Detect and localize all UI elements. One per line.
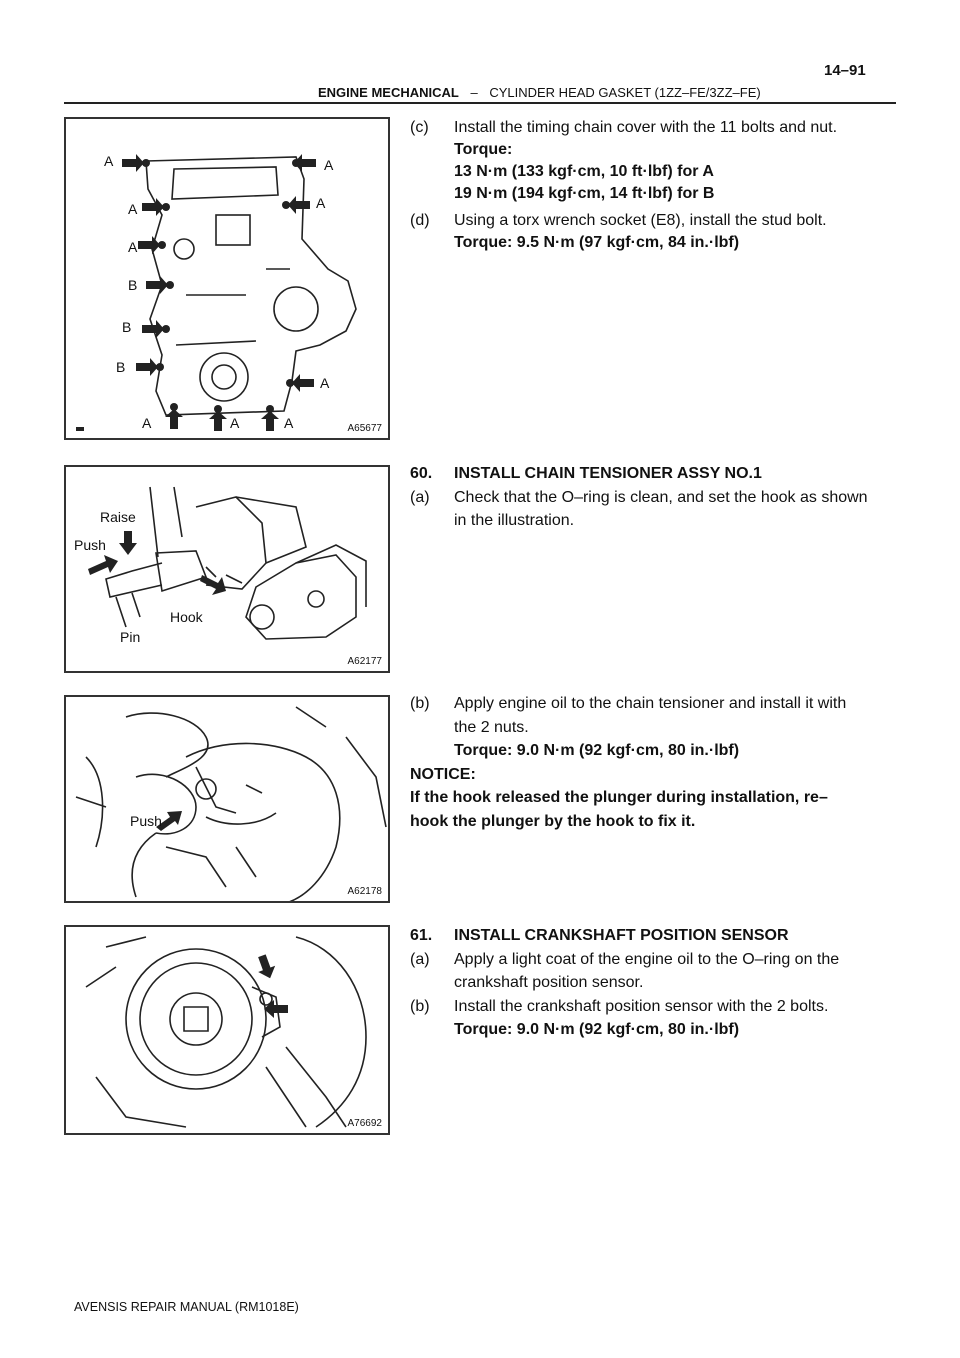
- step-label: (d): [410, 212, 430, 229]
- bolt-label-a: A: [316, 195, 326, 211]
- bolt-label-a: A: [324, 157, 334, 173]
- step-text-cont: the 2 nuts.: [454, 719, 529, 736]
- step-d: [410, 210, 827, 232]
- torque-spec-b: 19 N·m (194 kgf·cm, 14 ft·lbf) for B: [454, 185, 715, 202]
- step-text: Install the crankshaft position sensor with the 2 bolts.: [454, 998, 829, 1015]
- hands-install-drawing: [66, 697, 390, 903]
- step-number: 60.: [410, 465, 433, 482]
- step-label: (c): [410, 119, 429, 136]
- crankshaft-sensor-drawing: [66, 927, 390, 1135]
- push-label: Push: [130, 813, 162, 829]
- header-rule: [64, 102, 896, 104]
- step-text-cont: crankshaft position sensor.: [454, 974, 644, 991]
- step-text-cont: in the illustration.: [454, 512, 575, 529]
- step-label: (b): [410, 998, 430, 1015]
- figure-code: A62177: [347, 656, 382, 667]
- bolt-label-a: A: [284, 415, 294, 431]
- chain-tensioner-drawing: [66, 467, 390, 673]
- torque-spec: Torque: 9.0 N·m (92 kgf·cm, 80 in.·lbf): [454, 1021, 740, 1038]
- torque-spec: Torque: 9.0 N·m (92 kgf·cm, 80 in.·lbf): [454, 742, 740, 759]
- step-61b: [410, 996, 829, 1018]
- step-60a: [410, 487, 868, 509]
- figure-code: A62178: [347, 886, 382, 897]
- bolt-label-a: A: [128, 239, 138, 255]
- timing-chain-cover-drawing: [66, 119, 390, 440]
- footer-manual-title: AVENSIS REPAIR MANUAL (RM1018E): [74, 1300, 299, 1314]
- raise-label: Raise: [100, 509, 136, 525]
- header-separator: –: [470, 85, 478, 100]
- bolt-label-b: B: [122, 319, 132, 335]
- step-title: INSTALL CHAIN TENSIONER ASSY NO.1: [454, 465, 762, 482]
- hook-label: Hook: [170, 609, 203, 625]
- subsection-title: CYLINDER HEAD GASKET (1ZZ–FE/3ZZ–FE): [489, 85, 761, 100]
- step-text: Install the timing chain cover with the 11 bolts and nut.: [454, 119, 838, 136]
- step-61-heading: [410, 925, 789, 947]
- bolt-label-b: B: [116, 359, 126, 375]
- figure-code: A65677: [347, 423, 382, 434]
- figure-timing-chain-cover: [64, 117, 390, 440]
- figure-tensioner-install: [64, 695, 390, 903]
- notice-text: hook the plunger by the hook to fix it.: [410, 813, 696, 830]
- step-text: Using a torx wrench socket (E8), install the stud bolt.: [454, 212, 827, 229]
- bolt-label-a: A: [104, 153, 114, 169]
- step-text: Apply engine oil to the chain tensioner and install it with: [454, 695, 847, 712]
- step-label: (a): [410, 951, 430, 968]
- bolt-label-a: A: [128, 201, 138, 217]
- step-text: Apply a light coat of the engine oil to the O–ring on the: [454, 951, 840, 968]
- step-text: Check that the O–ring is clean, and set the hook as shown: [454, 489, 868, 506]
- step-label: (a): [410, 489, 430, 506]
- pin-label: Pin: [120, 629, 141, 645]
- torque-spec-a: 13 N·m (133 kgf·cm, 10 ft·lbf) for A: [454, 163, 714, 180]
- step-60-heading: [410, 463, 762, 485]
- step-number: 61.: [410, 927, 433, 944]
- step-label: (b): [410, 695, 430, 712]
- step-c: [410, 117, 838, 139]
- page-number: 14–91: [824, 62, 866, 79]
- notice-text: If the hook released the plunger during installation, re–: [410, 789, 828, 806]
- push-label: Push: [74, 537, 106, 553]
- figure-chain-tensioner: [64, 465, 390, 673]
- figure-crankshaft-sensor: [64, 925, 390, 1135]
- running-header: [318, 85, 761, 100]
- notice-label: NOTICE:: [410, 766, 476, 783]
- section-title: ENGINE MECHANICAL: [318, 85, 459, 100]
- bolt-label-a: A: [230, 415, 240, 431]
- step-60b: [410, 693, 847, 715]
- step-title: INSTALL CRANKSHAFT POSITION SENSOR: [454, 927, 789, 944]
- torque-label: Torque:: [454, 141, 513, 158]
- bolt-label-a: A: [142, 415, 152, 431]
- step-61a: [410, 949, 840, 971]
- bolt-label-b: B: [128, 277, 138, 293]
- figure-code: A76692: [347, 1118, 382, 1129]
- bolt-label-a: A: [320, 375, 330, 391]
- torque-spec: Torque: 9.5 N·m (97 kgf·cm, 84 in.·lbf): [454, 234, 740, 251]
